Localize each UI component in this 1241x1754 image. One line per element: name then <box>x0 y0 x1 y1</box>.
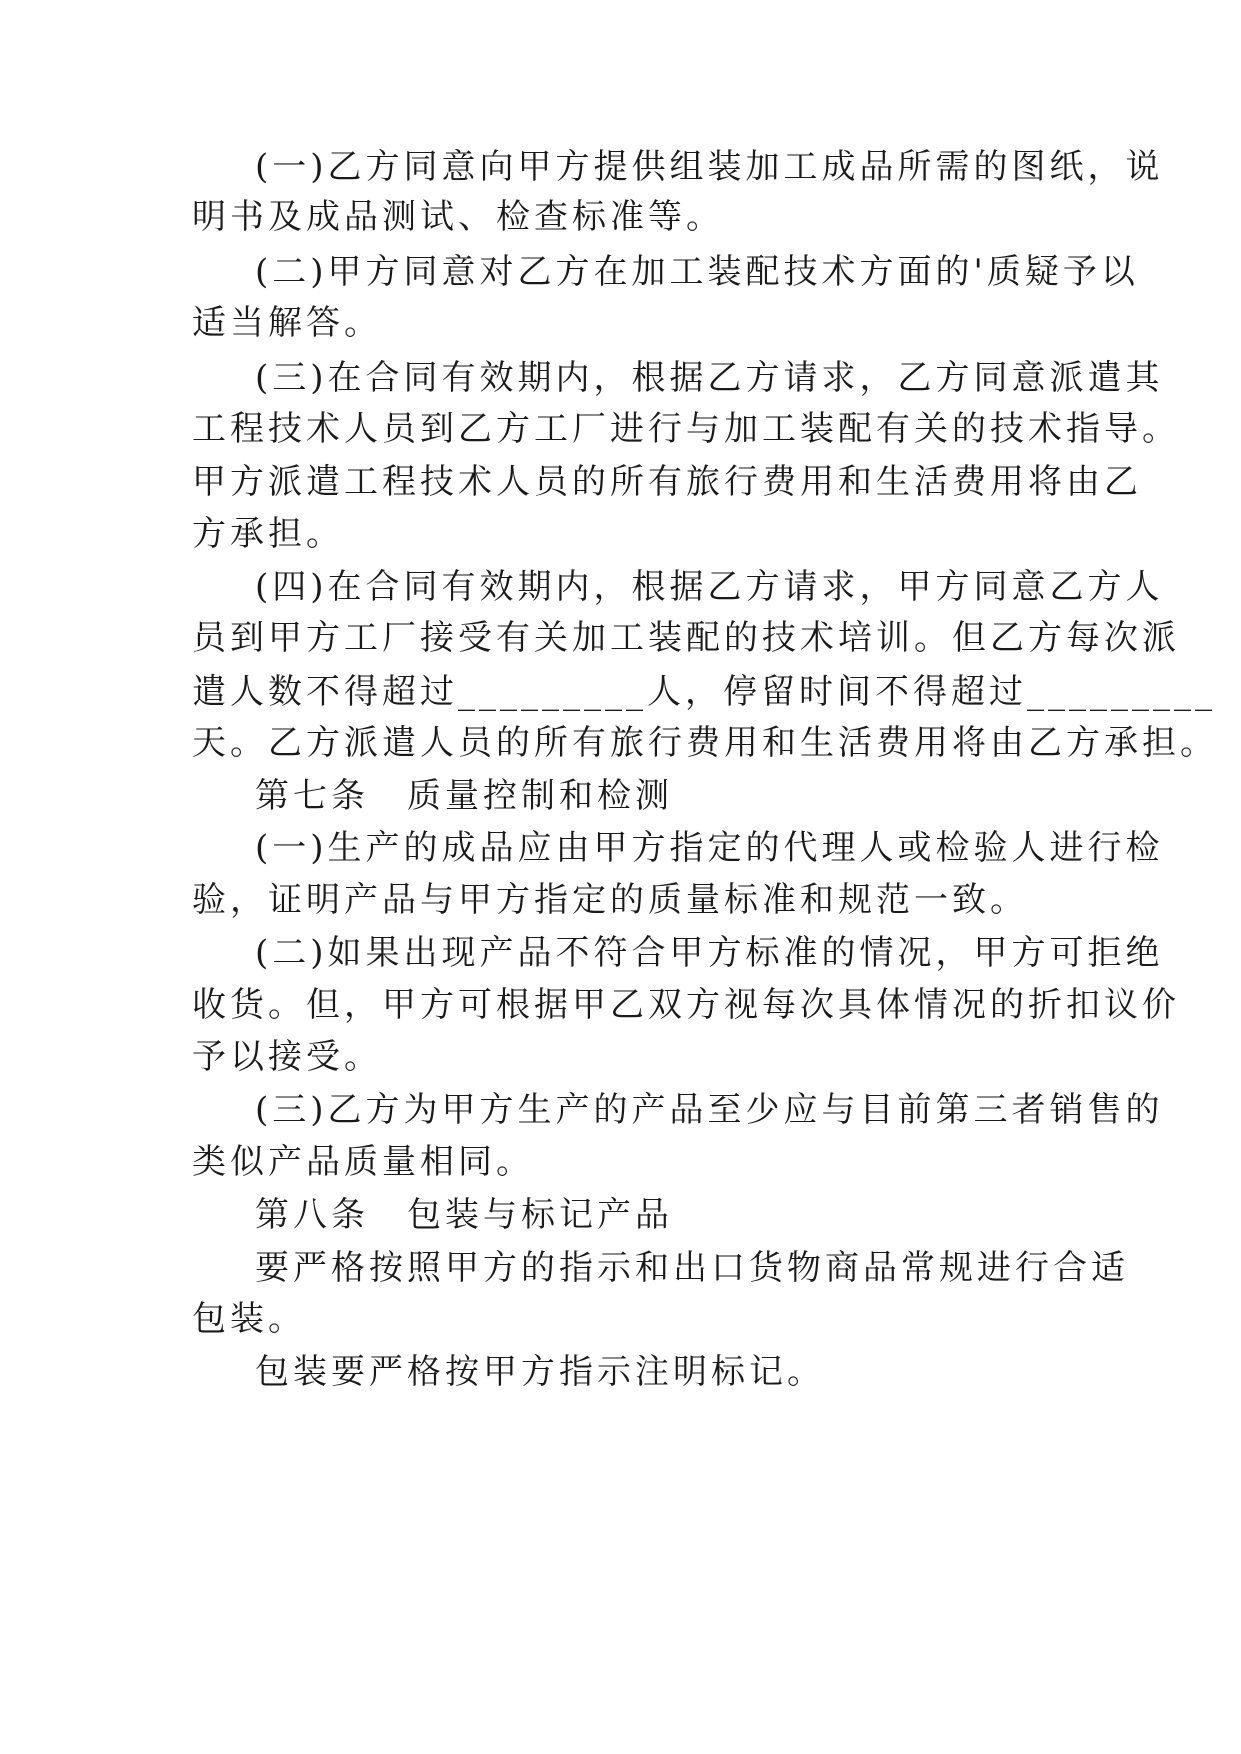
paragraph-line: 方承担。 <box>192 514 344 554</box>
paragraph-line: (四)在合同有效期内，根据乙方请求，甲方同意乙方人 <box>255 567 1164 607</box>
paragraph-line: 遣人数不得超过_________人，停留时间不得超过_________ <box>192 672 1216 712</box>
paragraph-line: 予以接受。 <box>192 1037 382 1077</box>
paragraph-line: 天。乙方派遣人员的所有旅行费用和生活费用将由乙方承担。 <box>192 723 1218 763</box>
section-heading: 第八条 包装与标记产品 <box>255 1195 673 1235</box>
paragraph-line: (一)乙方同意向甲方提供组装加工成品所需的图纸，说 <box>255 147 1164 187</box>
paragraph-line: (三)乙方为甲方生产的产品至少应与目前第三者销售的 <box>255 1090 1164 1130</box>
paragraph-line: 验，证明产品与甲方指定的质量标准和规范一致。 <box>192 880 1028 920</box>
paragraph-line: (一)生产的成品应由甲方指定的代理人或检验人进行检 <box>255 828 1164 868</box>
paragraph-line: 明书及成品测试、检查标准等。 <box>192 197 724 237</box>
paragraph-line: (二)如果出现产品不符合甲方标准的情况，甲方可拒绝 <box>255 933 1164 973</box>
paragraph-line: 工程技术人员到乙方工厂进行与加工装配有关的技术指导。 <box>192 409 1180 449</box>
paragraph-line: 包装。 <box>192 1299 306 1339</box>
paragraph-line: (三)在合同有效期内，根据乙方请求，乙方同意派遣其 <box>255 358 1164 398</box>
paragraph-line: 甲方派遣工程技术人员的所有旅行费用和生活费用将由乙 <box>192 462 1142 502</box>
paragraph-line: 适当解答。 <box>192 303 382 343</box>
paragraph-line: 收货。但，甲方可根据甲乙双方视每次具体情况的折扣议价 <box>192 985 1180 1025</box>
section-heading: 第七条 质量控制和检测 <box>255 776 673 816</box>
paragraph-line: 要严格按照甲方的指示和出口货物商品常规进行合适 <box>255 1248 1129 1288</box>
paragraph-line: 员到甲方工厂接受有关加工装配的技术培训。但乙方每次派 <box>192 618 1180 658</box>
paragraph-line: 包装要严格按甲方指示注明标记。 <box>255 1352 825 1392</box>
paragraph-line: (二)甲方同意对乙方在加工装配技术方面的'质疑予以 <box>255 252 1139 292</box>
paragraph-line: 类似产品质量相同。 <box>192 1142 534 1182</box>
